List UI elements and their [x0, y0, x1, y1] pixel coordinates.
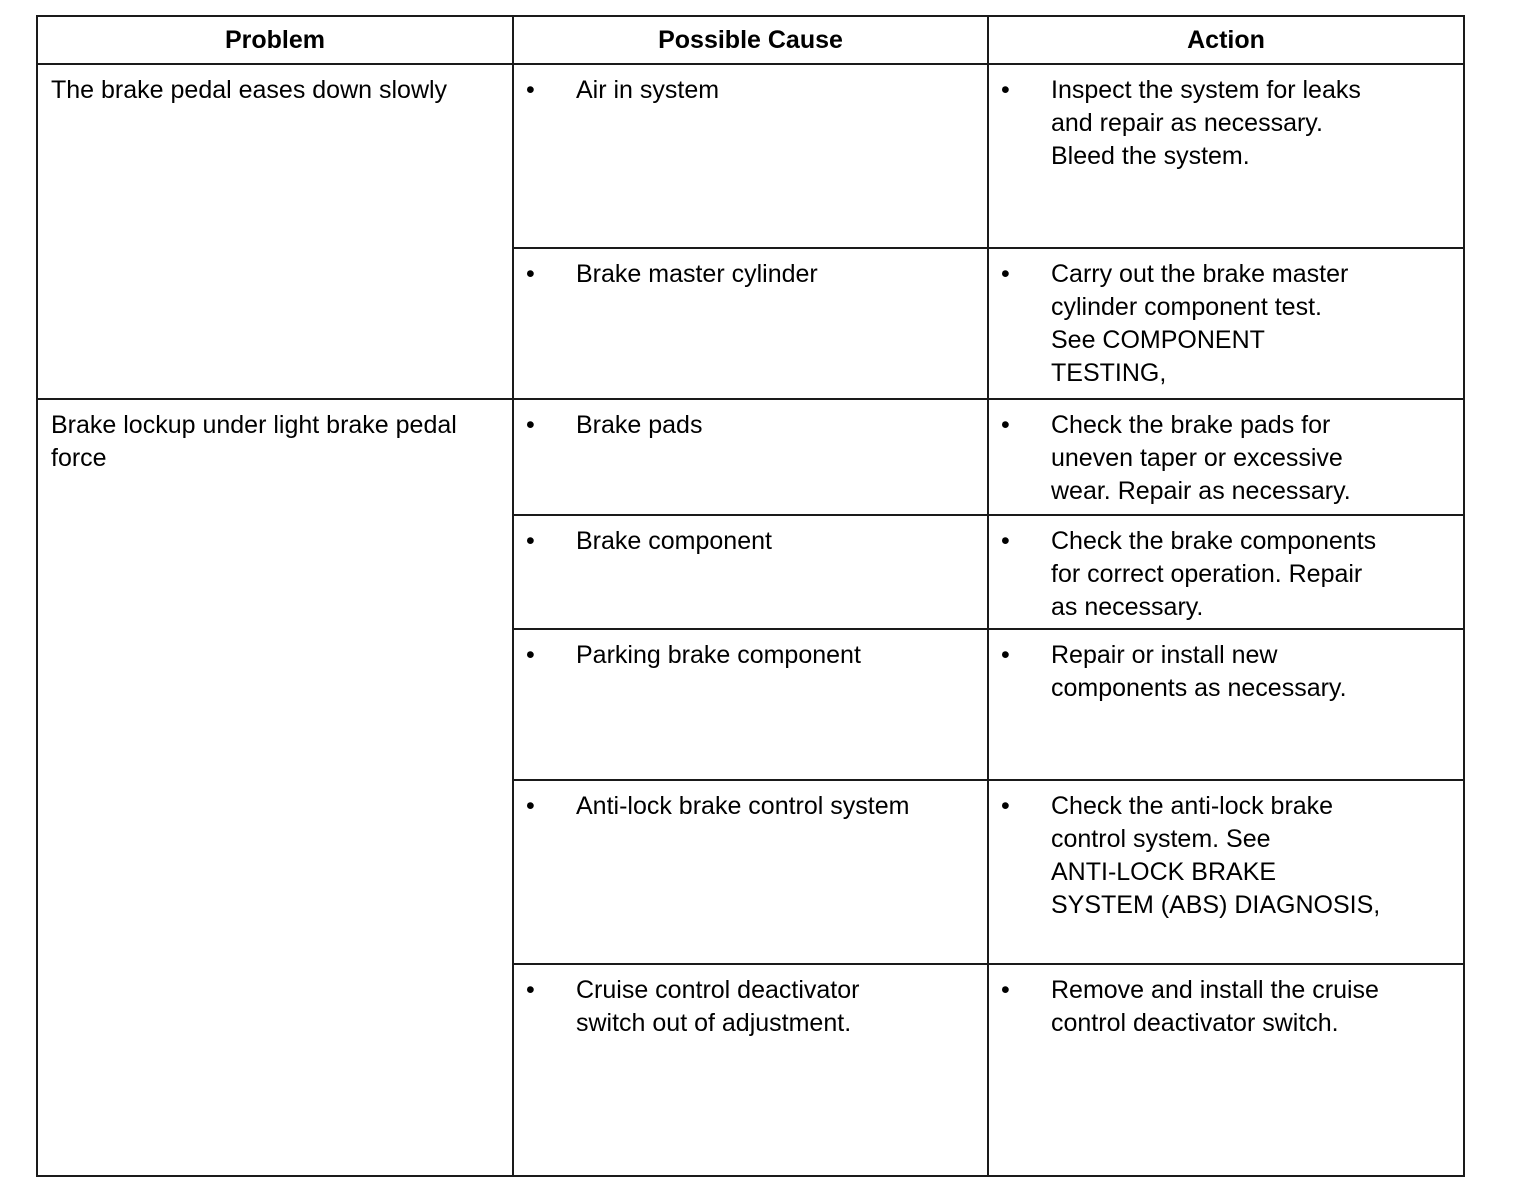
action-text: Check the anti-lock brake control system. See ANTI-LOCK BRAKE SYSTEM (ABS) DIAGNOSIS, [1051, 792, 1381, 919]
cause-text: Brake pads [576, 411, 703, 439]
action-cell [988, 64, 1464, 248]
bullet-icon: • [1001, 411, 1010, 439]
cause-text: Anti-lock brake control system [576, 792, 910, 820]
cause-text: Air in system [576, 76, 720, 104]
bullet-icon: • [1001, 260, 1010, 288]
action-text: Inspect the system for leaks and repair as necessary. Bleed the system. [1051, 76, 1361, 170]
action-cell [988, 629, 1464, 780]
diagnosis-table [36, 15, 1465, 1177]
action-cell [988, 399, 1464, 515]
cause-cell [513, 515, 988, 629]
header-possible-cause: Possible Cause [513, 16, 988, 64]
bullet-icon: • [526, 260, 535, 288]
cause-text: Cruise control deactivator switch out of adjustment. [576, 976, 860, 1037]
header-action: Action [988, 16, 1464, 64]
bullet-icon: • [1001, 976, 1010, 1004]
problem-text: The brake pedal eases down slowly [51, 76, 448, 104]
cause-cell [513, 399, 988, 515]
cause-cell [513, 780, 988, 964]
header-problem: Problem [37, 16, 513, 64]
bullet-icon: • [526, 411, 535, 439]
cause-cell [513, 248, 988, 399]
problem-text: Brake lockup under light brake pedal force [51, 411, 457, 472]
action-cell [988, 780, 1464, 964]
action-cell [988, 964, 1464, 1176]
problem-cell [37, 399, 513, 1176]
bullet-icon: • [1001, 76, 1010, 104]
bullet-icon: • [526, 976, 535, 1004]
bullet-icon: • [1001, 792, 1010, 820]
table-row [37, 64, 1464, 248]
cause-text: Parking brake component [576, 641, 861, 669]
action-text: Carry out the brake master cylinder component test. See COMPONENT TESTING, [1051, 260, 1349, 387]
table-row [37, 399, 1464, 515]
bullet-icon: • [1001, 527, 1010, 555]
cause-cell [513, 629, 988, 780]
action-text: Repair or install new components as necessary. [1051, 641, 1347, 702]
bullet-icon: • [526, 527, 535, 555]
action-text: Check the brake components for correct operation. Repair as necessary. [1051, 527, 1377, 621]
cause-cell [513, 964, 988, 1176]
header-row [37, 16, 1464, 64]
cause-text: Brake master cylinder [576, 260, 818, 288]
bullet-icon: • [526, 641, 535, 669]
action-text: Check the brake pads for uneven taper or excessive wear. Repair as necessary. [1051, 411, 1351, 505]
problem-cell [37, 64, 513, 399]
bullet-icon: • [526, 76, 535, 104]
action-cell [988, 515, 1464, 629]
action-cell [988, 248, 1464, 399]
bullet-icon: • [1001, 641, 1010, 669]
cause-cell [513, 64, 988, 248]
action-text: Remove and install the cruise control deactivator switch. [1051, 976, 1379, 1037]
cause-text: Brake component [576, 527, 772, 555]
bullet-icon: • [526, 792, 535, 820]
